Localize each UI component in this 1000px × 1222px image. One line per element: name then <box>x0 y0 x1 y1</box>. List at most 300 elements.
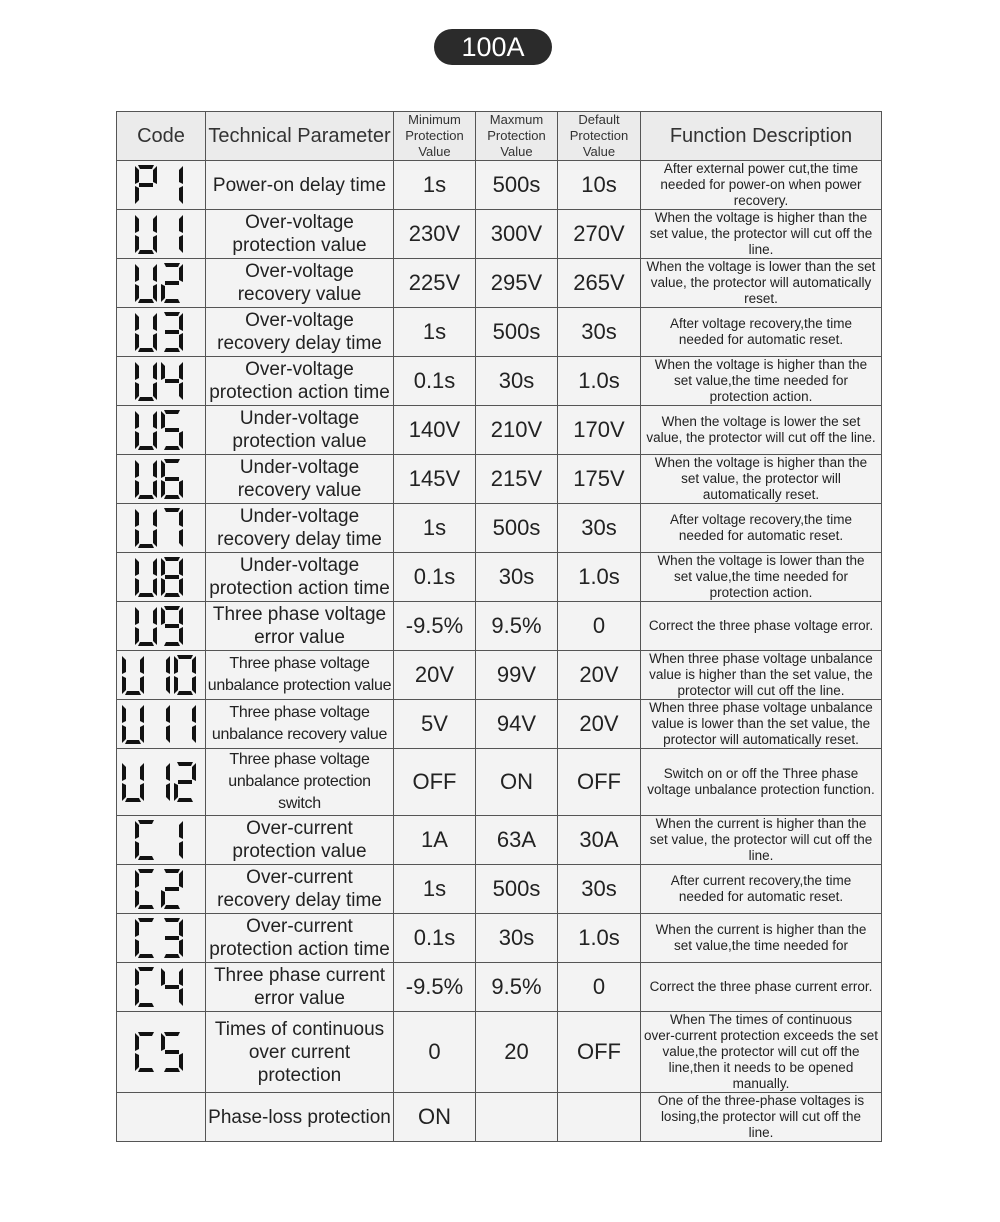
default-value-cell: 30A <box>558 816 641 865</box>
max-value-cell: 295V <box>476 259 558 308</box>
min-value-cell: 5V <box>394 700 476 749</box>
description-line: After voltage recovery,the time <box>669 512 853 527</box>
segment-code-display <box>135 508 187 548</box>
segment <box>153 166 157 184</box>
default-value-cell: 20V <box>558 651 641 700</box>
segment-code-display <box>135 361 187 401</box>
segment <box>135 480 139 498</box>
segment <box>164 1068 180 1072</box>
description-cell <box>641 1093 882 1142</box>
description-line: value,the protector will cut off the <box>662 1044 860 1059</box>
segment <box>161 284 165 302</box>
segment <box>174 783 178 801</box>
segment <box>164 1032 180 1036</box>
segment <box>165 281 179 285</box>
header-description: Function Description <box>641 112 882 161</box>
segment-code-display <box>135 606 187 646</box>
max-value-cell: 500s <box>476 504 558 553</box>
description-line: line. <box>748 848 774 863</box>
max-value-cell: 30s <box>476 357 558 406</box>
segment <box>122 705 126 723</box>
min-value-cell: 1s <box>394 308 476 357</box>
segment <box>122 656 126 674</box>
parameter-cell <box>206 1012 394 1093</box>
parameter-line: recovery delay time <box>217 333 382 354</box>
segment <box>179 313 183 331</box>
description-line: set value,the time needed for <box>673 373 849 388</box>
parameter-cell <box>206 651 394 700</box>
parameter-line: unbalance protection switch <box>228 773 371 812</box>
segment <box>135 988 139 1006</box>
parameter-line: Three phase voltage <box>229 704 370 721</box>
segment <box>161 890 165 908</box>
segment <box>153 558 157 576</box>
segment-code-display <box>135 312 187 352</box>
parameter-line: Under-voltage <box>239 555 360 576</box>
description-line: Correct the three phase current error. <box>649 979 873 994</box>
description-cell <box>641 816 882 865</box>
description-line: voltage unbalance protection function. <box>647 782 875 797</box>
description-line: set value,the time needed for <box>673 938 849 953</box>
segment <box>122 763 126 781</box>
parameter-line: recovery delay time <box>217 529 382 550</box>
description-line: line. <box>748 242 774 257</box>
segment <box>164 954 180 958</box>
parameter-line: protection value <box>232 235 367 256</box>
max-value-cell: 500s <box>476 308 558 357</box>
segment <box>161 968 165 986</box>
segment <box>164 495 180 499</box>
parameter-cell <box>206 700 394 749</box>
segment <box>153 362 157 380</box>
segment <box>135 431 139 449</box>
description-line: After current recovery,the time <box>670 873 852 888</box>
segment <box>135 529 139 547</box>
parameter-cell <box>206 553 394 602</box>
parameter-line: Under-voltage <box>239 408 360 429</box>
segment <box>164 642 180 646</box>
segment <box>165 624 179 628</box>
max-value-cell: 500s <box>476 865 558 914</box>
segment <box>122 783 126 801</box>
segment <box>135 411 139 429</box>
segment <box>179 821 183 839</box>
segment <box>153 235 157 253</box>
segment <box>192 656 196 674</box>
segment <box>161 460 165 478</box>
segment <box>164 299 180 303</box>
table-row <box>117 865 882 914</box>
parameter-line: unbalance recovery value <box>211 726 388 743</box>
min-value-cell: 1s <box>394 161 476 210</box>
segment <box>164 606 180 610</box>
table-row <box>117 357 882 406</box>
header-max <box>476 112 558 161</box>
table-row <box>117 914 882 963</box>
segment <box>138 544 154 548</box>
table-row <box>117 651 882 700</box>
min-value-cell: 230V <box>394 210 476 259</box>
parameter-cell <box>206 749 394 816</box>
max-value-cell: 63A <box>476 816 558 865</box>
segment <box>165 330 179 334</box>
segment <box>135 1053 139 1071</box>
segment <box>138 954 154 958</box>
segment <box>153 382 157 400</box>
min-value-cell: 1s <box>394 504 476 553</box>
description-cell <box>641 553 882 602</box>
segment-code-display <box>135 459 187 499</box>
description-line: One of the three-phase voltages is <box>657 1093 865 1108</box>
min-value-cell: 1s <box>394 865 476 914</box>
segment <box>153 529 157 547</box>
segment <box>153 333 157 351</box>
segment <box>192 763 196 781</box>
code-cell <box>117 308 206 357</box>
parameter-line: Over-current <box>246 818 353 839</box>
segment <box>135 919 139 937</box>
code-cell <box>117 161 206 210</box>
header-default-line: Value <box>582 144 616 159</box>
segment <box>135 607 139 625</box>
description-line: When the voltage is higher than the <box>654 357 868 372</box>
segment <box>179 362 183 380</box>
default-value-cell <box>558 1093 641 1142</box>
parameter-line: Three phase voltage <box>229 655 370 672</box>
segment <box>179 166 183 184</box>
segment <box>179 968 183 986</box>
segment <box>135 578 139 596</box>
parameter-cell <box>206 406 394 455</box>
default-value-cell: OFF <box>558 1012 641 1093</box>
segment <box>138 250 154 254</box>
max-value-cell: 215V <box>476 455 558 504</box>
segment <box>125 691 141 695</box>
description-line: When three phase voltage unbalance <box>649 651 873 666</box>
segment <box>166 725 170 743</box>
segment <box>164 508 180 512</box>
parameter-line: recovery value <box>237 284 362 305</box>
table-row <box>117 406 882 455</box>
segment <box>139 183 153 187</box>
segment <box>161 362 165 380</box>
parameter-table <box>116 111 882 1142</box>
table-row <box>117 161 882 210</box>
header-min-line: Minimum <box>408 112 461 127</box>
min-value-cell: 20V <box>394 651 476 700</box>
parameter-cell <box>206 308 394 357</box>
default-value-cell: 0 <box>558 602 641 651</box>
description-line: value is lower than the set value, the <box>651 716 871 731</box>
description-cell <box>641 749 882 816</box>
segment <box>164 593 180 597</box>
segment <box>138 856 154 860</box>
min-value-cell: 0.1s <box>394 357 476 406</box>
segment <box>135 362 139 380</box>
segment <box>179 382 183 400</box>
segment <box>153 578 157 596</box>
table-row <box>117 700 882 749</box>
segment <box>140 783 144 801</box>
header-default <box>558 112 641 161</box>
table-row <box>117 1093 882 1142</box>
parameter-line: over current protection <box>248 1041 351 1086</box>
segment <box>135 939 139 957</box>
code-cell <box>117 914 206 963</box>
segment <box>140 676 144 694</box>
segment <box>179 607 183 625</box>
description-line: line. <box>748 1125 774 1140</box>
segment <box>161 607 165 625</box>
segment <box>153 411 157 429</box>
min-value-cell: -9.5% <box>394 963 476 1012</box>
code-cell <box>117 651 206 700</box>
description-line: When the voltage is lower than the <box>657 553 865 568</box>
description-line: value is higher than the set value, the <box>649 667 873 682</box>
parameter-line: protection action time <box>209 578 390 599</box>
table-row <box>117 1012 882 1093</box>
default-value-cell: 175V <box>558 455 641 504</box>
table-row <box>117 504 882 553</box>
max-value-cell <box>476 1093 558 1142</box>
segment <box>161 1033 165 1051</box>
segment <box>135 627 139 645</box>
min-value-cell: 225V <box>394 259 476 308</box>
min-value-cell: 145V <box>394 455 476 504</box>
segment <box>179 870 183 888</box>
description-line: set value,the time needed for <box>673 569 849 584</box>
default-value-cell: 1.0s <box>558 553 641 602</box>
segment <box>179 509 183 527</box>
code-cell <box>117 1093 206 1142</box>
segment <box>161 411 165 429</box>
description-cell <box>641 259 882 308</box>
max-value-cell: 99V <box>476 651 558 700</box>
max-value-cell: 500s <box>476 161 558 210</box>
code-cell <box>117 553 206 602</box>
description-line: automatically reset. <box>702 487 820 502</box>
segment-code-display <box>135 967 187 1007</box>
parameter-line: Over-current <box>246 916 353 937</box>
code-cell <box>117 749 206 816</box>
segment <box>122 725 126 743</box>
description-line: When the voltage is higher than the <box>654 455 868 470</box>
segment <box>153 431 157 449</box>
segment <box>153 460 157 478</box>
description-cell <box>641 504 882 553</box>
parameter-line: protection value <box>232 841 367 862</box>
description-line: When the voltage is lower than the set <box>646 259 876 274</box>
parameter-line: Under-voltage <box>239 457 360 478</box>
segment <box>179 919 183 937</box>
header-parameter: Technical Parameter <box>206 112 394 161</box>
segment <box>138 593 154 597</box>
description-line: protector will automatically reset. <box>663 732 859 747</box>
segment <box>165 1050 179 1054</box>
segment <box>164 869 180 873</box>
segment <box>179 939 183 957</box>
segment <box>164 446 180 450</box>
header-min <box>394 112 476 161</box>
parameter-cell <box>206 504 394 553</box>
description-line: When the voltage is lower the set <box>661 414 861 429</box>
description-line: After external power cut,the time <box>663 161 859 176</box>
header-default-line: Protection <box>569 128 629 143</box>
default-value-cell: 1.0s <box>558 357 641 406</box>
description-line: reset. <box>744 291 778 306</box>
segment <box>165 575 179 579</box>
parameter-line: error value <box>254 627 345 648</box>
parameter-line: Over-voltage <box>245 212 354 233</box>
segment <box>179 627 183 645</box>
segment <box>135 870 139 888</box>
code-cell <box>117 455 206 504</box>
segment <box>179 480 183 498</box>
description-line: needed for automatic reset. <box>678 528 844 543</box>
segment-code-display <box>135 263 187 303</box>
header-row <box>117 112 882 161</box>
parameter-line: Over-current <box>246 867 353 888</box>
segment <box>179 578 183 596</box>
description-cell <box>641 914 882 963</box>
min-value-cell: OFF <box>394 749 476 816</box>
segment <box>153 264 157 282</box>
description-line: set value, the protector will cut off the <box>649 832 873 847</box>
segment <box>179 529 183 547</box>
default-value-cell: 10s <box>558 161 641 210</box>
description-cell <box>641 308 882 357</box>
parameter-cell <box>206 259 394 308</box>
segment <box>138 1032 154 1036</box>
parameter-line: error value <box>254 988 345 1009</box>
default-value-cell: 1.0s <box>558 914 641 963</box>
segment <box>177 655 193 659</box>
default-value-cell: 0 <box>558 963 641 1012</box>
segment <box>138 642 154 646</box>
code-cell <box>117 259 206 308</box>
segment <box>161 558 165 576</box>
segment-code-display <box>135 869 187 909</box>
parameter-line: protection value <box>232 431 367 452</box>
header-min-line: Value <box>418 144 451 159</box>
segment <box>138 869 154 873</box>
code-cell <box>117 406 206 455</box>
description-line: When the current is higher than the <box>655 816 867 831</box>
min-value-cell: -9.5% <box>394 602 476 651</box>
description-cell <box>641 700 882 749</box>
code-cell <box>117 816 206 865</box>
segment <box>164 312 180 316</box>
segment <box>138 495 154 499</box>
parameter-line: Times of continuous <box>214 1018 385 1040</box>
segment <box>138 165 154 169</box>
parameter-line: Over-voltage <box>245 359 354 380</box>
segment <box>135 890 139 908</box>
parameter-cell <box>206 210 394 259</box>
default-value-cell: 265V <box>558 259 641 308</box>
segment <box>179 1053 183 1071</box>
description-cell <box>641 357 882 406</box>
header-min-line: Protection <box>405 128 464 143</box>
table-row <box>117 963 882 1012</box>
code-cell <box>117 865 206 914</box>
segment <box>179 235 183 253</box>
segment <box>177 691 193 695</box>
code-cell <box>117 602 206 651</box>
max-value-cell: 94V <box>476 700 558 749</box>
default-value-cell: 20V <box>558 700 641 749</box>
segment <box>192 676 196 694</box>
segment <box>135 333 139 351</box>
default-value-cell: 170V <box>558 406 641 455</box>
segment <box>164 918 180 922</box>
max-value-cell: 30s <box>476 914 558 963</box>
description-line: When three phase voltage unbalance <box>649 700 873 715</box>
default-value-cell: 30s <box>558 308 641 357</box>
segment <box>165 428 179 432</box>
segment <box>135 313 139 331</box>
segment <box>135 382 139 400</box>
segment <box>164 905 180 909</box>
segment <box>138 348 154 352</box>
description-line: needed for power-on when power <box>660 177 862 192</box>
segment-code-display <box>122 704 200 744</box>
description-line: recovery. <box>733 193 789 208</box>
parameter-line: recovery value <box>237 480 362 501</box>
description-line: When The times of continuous <box>669 1012 853 1027</box>
description-line: needed for automatic reset. <box>678 332 844 347</box>
parameter-line: Three phase voltage <box>212 604 387 625</box>
segment <box>166 656 170 674</box>
segment <box>135 821 139 839</box>
parameter-line: Over-voltage <box>245 261 354 282</box>
description-line: set value, the protector will cut off the <box>649 226 873 241</box>
header-max-line: Protection <box>487 128 546 143</box>
segment <box>138 820 154 824</box>
description-line: value, the protector will cut off the line. <box>646 430 876 445</box>
description-line: over-current protection exceeds the set <box>643 1028 879 1043</box>
description-cell <box>641 1012 882 1093</box>
description-cell <box>641 963 882 1012</box>
default-value-cell: 30s <box>558 865 641 914</box>
description-cell <box>641 455 882 504</box>
parameter-line: protection action time <box>209 939 390 960</box>
header-default-line: Default <box>578 112 620 127</box>
header-max-line: Maxmum <box>489 112 544 127</box>
segment-code-display <box>135 1032 187 1072</box>
segment <box>164 348 180 352</box>
segment-code-display <box>135 410 187 450</box>
segment <box>166 763 170 781</box>
max-value-cell: 20 <box>476 1012 558 1093</box>
max-value-cell: 210V <box>476 406 558 455</box>
code-cell <box>117 700 206 749</box>
segment <box>135 1033 139 1051</box>
max-value-cell: 30s <box>476 553 558 602</box>
segment <box>165 379 179 383</box>
description-line: protector will cut off the line. <box>677 683 845 698</box>
segment-code-display <box>122 655 200 695</box>
segment <box>135 215 139 233</box>
description-line: After voltage recovery,the time <box>669 316 853 331</box>
segment <box>135 509 139 527</box>
segment <box>165 985 179 989</box>
segment <box>179 333 183 351</box>
segment <box>178 780 192 784</box>
segment <box>140 725 144 743</box>
description-line: value, the protector will automatically <box>650 275 872 290</box>
segment <box>166 676 170 694</box>
